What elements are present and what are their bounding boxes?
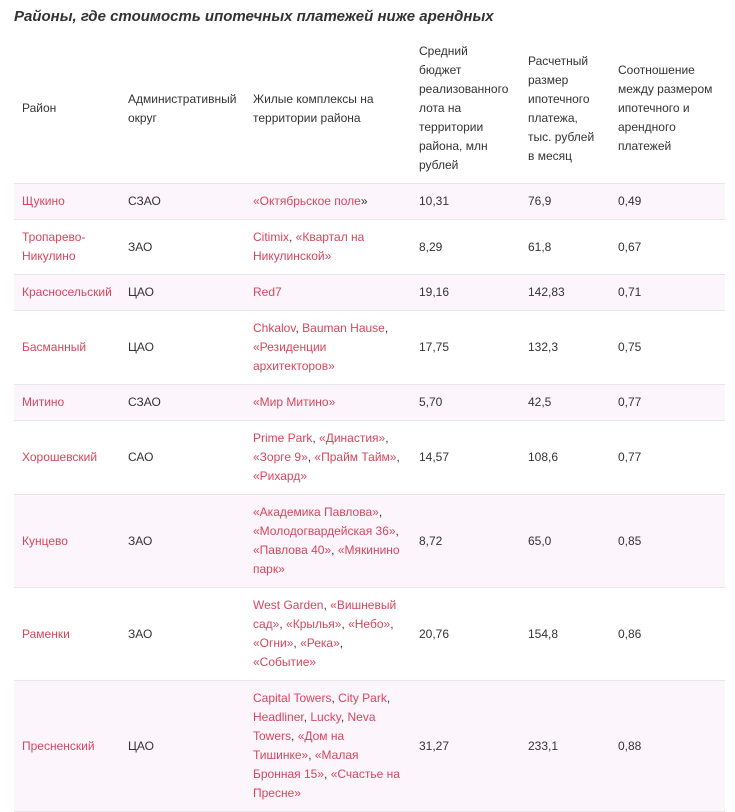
budget-cell: 20,76: [411, 588, 520, 681]
separator-text: ,: [324, 767, 331, 781]
complexes-cell: [245, 311, 411, 385]
district-link[interactable]: Кунцево: [14, 495, 120, 588]
separator-text: ,: [279, 617, 287, 631]
payment-cell: 76,9: [520, 184, 610, 220]
header-okrug: Административный округ: [128, 91, 237, 125]
header-district: Район: [22, 101, 57, 115]
ratio-cell: 0,85: [610, 495, 725, 588]
payment-cell: 42,5: [520, 385, 610, 421]
separator-text: ,: [390, 617, 394, 631]
separator-text: ,: [384, 321, 389, 335]
payment-cell: 233,1: [520, 681, 610, 812]
district-link[interactable]: Раменки: [14, 588, 120, 681]
complex-link[interactable]: «Река»: [300, 636, 340, 650]
complexes-cell: [245, 588, 411, 681]
complex-link[interactable]: «Дом на Тишинке»: [253, 729, 345, 762]
table-row: [14, 311, 725, 385]
separator-text: ,: [307, 450, 315, 464]
budget-cell: 14,57: [411, 421, 520, 495]
table-row: [14, 421, 725, 495]
budget-cell: 5,70: [411, 385, 520, 421]
complex-link[interactable]: «Зорге 9»: [253, 450, 308, 464]
complex-link[interactable]: Neva Towers: [253, 710, 376, 743]
budget-cell: 8,29: [411, 220, 520, 275]
complex-link[interactable]: City Park: [338, 691, 387, 705]
district-link[interactable]: Пресненский: [14, 681, 120, 812]
separator-text: »: [360, 194, 368, 208]
complexes-cell: [245, 495, 411, 588]
okrug-cell: СЗАО: [120, 184, 245, 220]
okrug-cell: ЗАО: [120, 495, 245, 588]
separator-text: ,: [340, 710, 348, 724]
budget-cell: 10,31: [411, 184, 520, 220]
okrug-cell: ЗАО: [120, 588, 245, 681]
ratio-cell: 0,49: [610, 184, 725, 220]
ratio-cell: 0,75: [610, 311, 725, 385]
complex-link[interactable]: «Мякинино парк»: [253, 543, 400, 576]
district-link[interactable]: Щукино: [14, 184, 120, 220]
complexes-cell: [245, 421, 411, 495]
okrug-cell: ЦАО: [120, 275, 245, 311]
complex-link[interactable]: «Резиденции архитекторов»: [253, 340, 335, 373]
district-link[interactable]: Тропарево-Никулино: [14, 220, 120, 275]
complex-link[interactable]: «Огни»: [253, 636, 294, 650]
complex-link[interactable]: Chkalov: [253, 321, 296, 335]
table-row: [14, 681, 725, 812]
budget-cell: 19,16: [411, 275, 520, 311]
separator-text: ,: [385, 431, 389, 445]
payment-cell: 132,3: [520, 311, 610, 385]
complex-link[interactable]: Red7: [253, 285, 282, 299]
complex-link[interactable]: «Октябрьское поле: [253, 194, 361, 208]
table-row: [14, 184, 725, 220]
district-link[interactable]: Басманный: [14, 311, 120, 385]
complex-link[interactable]: «Счастье на Пресне»: [253, 767, 400, 800]
separator-text: ,: [308, 748, 315, 762]
budget-cell: 31,27: [411, 681, 520, 812]
separator-text: ,: [289, 230, 296, 244]
complex-link[interactable]: «Квартал на Никулинской»: [253, 230, 365, 263]
separator-text: ,: [378, 505, 383, 519]
complex-link[interactable]: «Молодогвардейская 36»: [253, 524, 396, 538]
complex-link[interactable]: West Garden: [253, 598, 324, 612]
separator-text: ,: [396, 450, 400, 464]
separator-text: ,: [331, 691, 339, 705]
complex-link[interactable]: Citimix: [253, 230, 289, 244]
complex-link[interactable]: «Династия»: [319, 431, 386, 445]
separator-text: ,: [395, 524, 399, 538]
table-body: [14, 184, 725, 812]
payment-cell: 142,83: [520, 275, 610, 311]
districts-table: [14, 34, 725, 812]
complex-link[interactable]: «Рихард»: [253, 469, 307, 483]
ratio-cell: 0,67: [610, 220, 725, 275]
payment-cell: 154,8: [520, 588, 610, 681]
table-row: [14, 385, 725, 421]
okrug-cell: ЗАО: [120, 220, 245, 275]
complex-link[interactable]: Lucky: [310, 710, 341, 724]
separator-text: ,: [331, 543, 338, 557]
ratio-cell: 0,86: [610, 588, 725, 681]
complexes-cell: [245, 220, 411, 275]
table-header-row: [14, 34, 725, 184]
complexes-cell: [245, 184, 411, 220]
separator-text: ,: [312, 431, 320, 445]
table-row: [14, 275, 725, 311]
okrug-cell: ЦАО: [120, 311, 245, 385]
separator-text: ,: [341, 617, 349, 631]
district-link[interactable]: Хорошевский: [14, 421, 120, 495]
separator-text: ,: [295, 321, 303, 335]
table-row: [14, 495, 725, 588]
header-payment: Расчетный размер ипотечного платежа, тыс. рублей в месяц: [528, 53, 595, 163]
ratio-cell: 0,77: [610, 421, 725, 495]
payment-cell: 65,0: [520, 495, 610, 588]
table-heading: Районы, где стоимость ипотечных платежей ниже арендных: [14, 8, 494, 25]
complex-link[interactable]: Bauman Hause: [302, 321, 385, 335]
ratio-cell: 0,88: [610, 681, 725, 812]
complex-link[interactable]: Prime Park: [253, 431, 313, 445]
complex-link[interactable]: «Вишневый сад»: [253, 598, 397, 631]
district-link[interactable]: Митино: [14, 385, 120, 421]
complex-link[interactable]: «Прайм Тайм»: [314, 450, 397, 464]
complex-link[interactable]: «Событие»: [253, 655, 317, 669]
complexes-cell: [245, 385, 411, 421]
okrug-cell: ЦАО: [120, 681, 245, 812]
header-budget: Средний бюджет реализованного лота на территории района, млн рублей: [419, 44, 509, 172]
payment-cell: 108,6: [520, 421, 610, 495]
table-row: [14, 220, 725, 275]
separator-text: ,: [291, 729, 298, 743]
complex-link[interactable]: «Мир Митино»: [253, 395, 336, 409]
budget-cell: 17,75: [411, 311, 520, 385]
complex-link[interactable]: Headliner: [253, 710, 304, 724]
separator-text: ,: [293, 636, 301, 650]
header-ratio: Соотношение между размером ипотечного и арендного платежей: [618, 63, 713, 153]
complexes-cell: [245, 681, 411, 812]
okrug-cell: СЗАО: [120, 385, 245, 421]
ratio-cell: 0,77: [610, 385, 725, 421]
ratio-cell: 0,71: [610, 275, 725, 311]
separator-text: ,: [386, 691, 391, 705]
okrug-cell: САО: [120, 421, 245, 495]
separator-text: ,: [339, 636, 344, 650]
complex-link[interactable]: «Малая Бронная 15»: [253, 748, 359, 781]
complexes-cell: [245, 275, 411, 311]
complex-link[interactable]: «Павлова 40»: [253, 543, 332, 557]
complex-link[interactable]: «Академика Павлова»: [253, 505, 379, 519]
payment-cell: 61,8: [520, 220, 610, 275]
budget-cell: 8,72: [411, 495, 520, 588]
separator-text: ,: [303, 710, 311, 724]
separator-text: ,: [323, 598, 331, 612]
complex-link[interactable]: «Крылья»: [286, 617, 342, 631]
header-complexes: Жилые комплексы на территории района: [253, 91, 374, 125]
table-row: [14, 588, 725, 681]
complex-link[interactable]: «Небо»: [348, 617, 391, 631]
complex-link[interactable]: Capital Towers: [253, 691, 332, 705]
district-link[interactable]: Красносельский: [14, 275, 120, 311]
